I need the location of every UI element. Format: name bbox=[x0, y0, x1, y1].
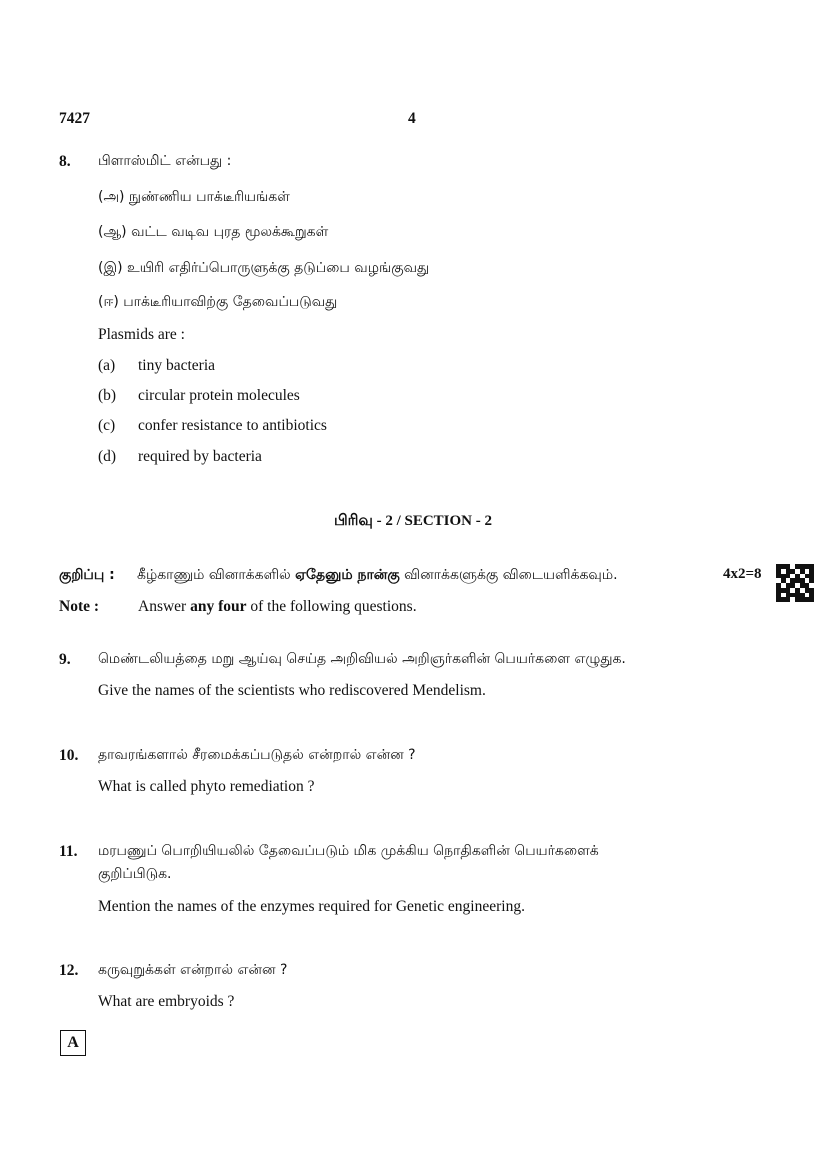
option-label: (a) bbox=[98, 357, 116, 374]
option-english bbox=[98, 387, 300, 405]
question-text-english: Give the names of the scientists who rediscovered Mendelism. bbox=[98, 682, 486, 699]
option-label: (c) bbox=[98, 417, 116, 434]
note-text-bold: ஏதேனும் நான்கு bbox=[295, 567, 400, 583]
paper-code: 7427 bbox=[59, 110, 90, 127]
question-number: 11. bbox=[59, 843, 78, 860]
question-text-tamil: பிளாஸ்மிட் என்பது : bbox=[98, 153, 232, 169]
booklet-letter-box: A bbox=[60, 1030, 86, 1056]
question-text-english: What are embryoids ? bbox=[98, 993, 235, 1010]
question-text-tamil: கருவுறுக்கள் என்றால் என்ன ? bbox=[98, 962, 288, 978]
note-english bbox=[59, 598, 417, 616]
qr-code-icon bbox=[776, 564, 814, 602]
question-text-english: Plasmids are : bbox=[98, 326, 185, 343]
note-text-post: வினாக்களுக்கு விடையளிக்கவும். bbox=[404, 567, 618, 583]
option-tamil: (ஆ) வட்ட வடிவ புரத மூலக்கூறுகள் bbox=[98, 224, 329, 240]
note-text-post: of the following questions. bbox=[250, 598, 417, 615]
question-text-tamil: மரபணுப் பொறியியலில் தேவைப்படும் மிக முக்கிய நொதிகளின் பெயர்களைக் bbox=[98, 843, 599, 859]
note-text-pre: கீழ்காணும் வினாக்களில் bbox=[137, 567, 291, 583]
note-label-tamil: குறிப்பு : bbox=[59, 567, 115, 583]
option-text: required by bacteria bbox=[138, 448, 262, 465]
option-text: confer resistance to antibiotics bbox=[138, 417, 327, 434]
question-text-tamil: தாவரங்களால் சீரமைக்கப்படுதல் என்றால் என்ன ? bbox=[98, 747, 416, 763]
option-text: tiny bacteria bbox=[138, 357, 216, 374]
note-text-bold: any four bbox=[190, 598, 247, 615]
section-title: பிரிவு - 2 / SECTION - 2 bbox=[333, 513, 492, 529]
option-tamil: (இ) உயிரி எதிர்ப்பொருளுக்கு தடுப்பை வழங்குவது bbox=[98, 260, 430, 276]
option-tamil: (ஈ) பாக்டீரியாவிற்கு தேவைப்படுவது bbox=[98, 294, 338, 310]
option-english bbox=[98, 448, 262, 466]
question-number: 10. bbox=[59, 747, 79, 764]
marks-label: 4x2=8 bbox=[723, 566, 762, 582]
question-number: 8. bbox=[59, 153, 71, 170]
question-text-english: Mention the names of the enzymes required for Genetic engineering. bbox=[98, 898, 525, 915]
question-number: 9. bbox=[59, 651, 71, 668]
note-label-english: Note : bbox=[59, 598, 100, 615]
option-text: circular protein molecules bbox=[138, 387, 300, 404]
page-number: 4 bbox=[408, 110, 416, 127]
question-text-tamil: மெண்டலியத்தை மறு ஆய்வு செய்த அறிவியல் அறிஞர்களின் பெயர்களை எழுதுக. bbox=[98, 651, 626, 667]
note-text-pre: Answer bbox=[138, 598, 187, 615]
option-label: (b) bbox=[98, 387, 117, 404]
option-tamil: (அ) நுண்ணிய பாக்டீரியங்கள் bbox=[98, 189, 290, 205]
option-english bbox=[98, 357, 215, 375]
option-english bbox=[98, 417, 327, 435]
question-number: 12. bbox=[59, 962, 79, 979]
question-text-english: What is called phyto remediation ? bbox=[98, 778, 315, 795]
question-text-tamil-continued: குறிப்பிடுக. bbox=[98, 866, 172, 882]
option-label: (d) bbox=[98, 448, 117, 465]
note-tamil bbox=[59, 567, 618, 585]
